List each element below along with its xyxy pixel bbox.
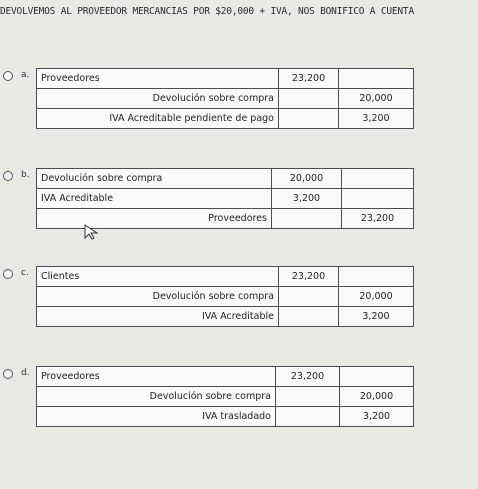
option-c-letter: c.	[21, 268, 29, 278]
account-cell: Proveedores	[37, 367, 276, 387]
option-d-journal-table	[36, 366, 414, 427]
question-text: DEVOLVEMOS AL PROVEEDOR MERCANCIAS POR $20,000 + IVA, NOS BONIFICO A CUENTA	[0, 6, 414, 17]
credit-cell: 3,200	[339, 109, 414, 129]
credit-cell	[339, 69, 414, 89]
table-row	[37, 307, 414, 327]
account-cell: Devolución sobre compra	[37, 387, 276, 407]
account-cell: Devolución sobre compra	[37, 89, 279, 109]
option-a-journal-table	[36, 68, 414, 129]
table-row	[37, 387, 414, 407]
credit-cell: 20,000	[339, 287, 414, 307]
table-row	[37, 69, 414, 89]
option-c-journal-table	[36, 266, 414, 327]
account-cell: Proveedores	[37, 69, 279, 89]
table-row	[37, 367, 414, 387]
debit-cell	[272, 209, 342, 229]
account-cell: IVA trasladado	[37, 407, 276, 427]
credit-cell: 23,200	[342, 209, 414, 229]
table-row	[37, 189, 414, 209]
debit-cell	[276, 387, 340, 407]
debit-cell	[279, 109, 339, 129]
table-row	[37, 109, 414, 129]
option-b-journal-table	[36, 168, 414, 229]
account-cell: Devolución sobre compra	[37, 169, 272, 189]
debit-cell: 23,200	[279, 69, 339, 89]
option-c-radio[interactable]	[3, 269, 13, 279]
option-a-letter: a.	[21, 70, 30, 80]
debit-cell	[279, 287, 339, 307]
option-b-letter: b.	[21, 170, 30, 180]
mouse-pointer-icon	[84, 224, 106, 240]
credit-cell: 3,200	[339, 307, 414, 327]
debit-cell: 23,200	[276, 367, 340, 387]
debit-cell	[279, 307, 339, 327]
table-row	[37, 89, 414, 109]
account-cell: Devolución sobre compra	[37, 287, 279, 307]
account-cell: Clientes	[37, 267, 279, 287]
table-row	[37, 169, 414, 189]
credit-cell	[340, 367, 414, 387]
table-row	[37, 407, 414, 427]
option-a-radio[interactable]	[3, 71, 13, 81]
table-row	[37, 267, 414, 287]
debit-cell	[279, 89, 339, 109]
credit-cell: 20,000	[340, 387, 414, 407]
account-cell: IVA Acreditable	[37, 189, 272, 209]
account-cell: IVA Acreditable pendiente de pago	[37, 109, 279, 129]
credit-cell	[339, 267, 414, 287]
credit-cell: 3,200	[340, 407, 414, 427]
credit-cell: 20,000	[339, 89, 414, 109]
credit-cell	[342, 169, 414, 189]
debit-cell: 3,200	[272, 189, 342, 209]
debit-cell: 23,200	[279, 267, 339, 287]
table-row	[37, 287, 414, 307]
debit-cell	[276, 407, 340, 427]
credit-cell	[342, 189, 414, 209]
option-d-radio[interactable]	[3, 369, 13, 379]
account-cell: IVA Acreditable	[37, 307, 279, 327]
option-d-letter: d.	[21, 368, 30, 378]
account-cell: Proveedores	[37, 209, 272, 229]
option-b-radio[interactable]	[3, 171, 13, 181]
debit-cell: 20,000	[272, 169, 342, 189]
